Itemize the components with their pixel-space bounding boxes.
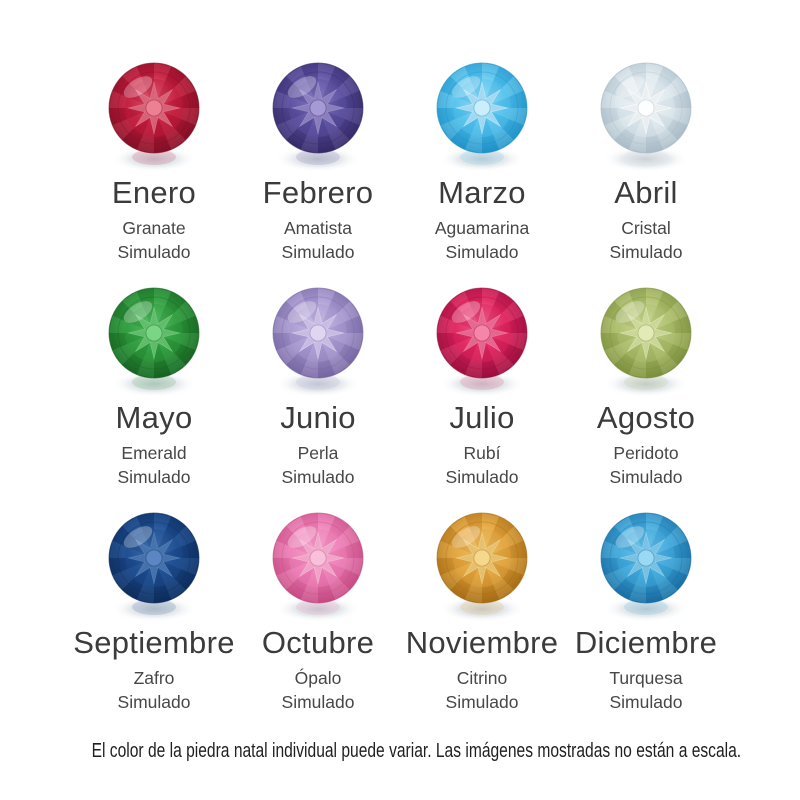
month-label: Agosto	[596, 400, 696, 435]
birthstone-cell-agosto	[564, 283, 728, 508]
disclaimer	[0, 740, 800, 763]
emerald-gem-image	[89, 283, 219, 401]
birthstone-caption	[112, 176, 196, 264]
stone-name: Perla	[297, 443, 339, 464]
peridot-gem-image	[581, 283, 711, 401]
sapphire-gem-image	[89, 508, 219, 626]
birthstone-cell-julio	[400, 283, 564, 508]
birthstone-cell-octubre	[236, 508, 400, 733]
birthstone-cell-noviembre	[400, 508, 564, 733]
birthstone-caption	[406, 626, 559, 714]
stone-qualifier: Simulado	[609, 241, 683, 262]
birthstone-caption	[435, 176, 529, 264]
stone-qualifier: Simulado	[281, 241, 355, 262]
birthstone-caption	[115, 401, 192, 489]
stone-name: Amatista	[283, 218, 353, 239]
birthstone-caption	[262, 626, 374, 714]
month-label: Febrero	[262, 175, 374, 210]
birthstone-cell-abril	[564, 58, 728, 283]
stone-name: Peridoto	[613, 443, 679, 464]
stone-qualifier: Simulado	[445, 691, 519, 712]
stone-name: Aguamarina	[434, 218, 530, 239]
birthstone-caption	[280, 401, 356, 489]
stone-qualifier: Simulado	[445, 466, 519, 487]
month-label: Octubre	[261, 625, 375, 660]
crystal-gem-image	[581, 58, 711, 176]
stone-name: Ópalo	[294, 668, 342, 689]
birthstone-caption	[73, 626, 235, 714]
stone-qualifier: Simulado	[281, 691, 355, 712]
birthstone-cell-diciembre	[564, 508, 728, 733]
ruby-gem-image	[417, 283, 547, 401]
birthstone-cell-febrero	[236, 58, 400, 283]
stone-name: Zafro	[133, 668, 175, 689]
stone-qualifier: Simulado	[117, 241, 191, 262]
birthstone-cell-mayo	[72, 283, 236, 508]
month-label: Marzo	[438, 175, 526, 210]
stone-qualifier: Simulado	[117, 691, 191, 712]
month-label: Julio	[449, 400, 515, 435]
month-label: Septiembre	[73, 625, 235, 660]
citrine-gem-image	[417, 508, 547, 626]
birthstone-caption	[597, 401, 695, 489]
turquoise-gem-image	[581, 508, 711, 626]
birthstone-caption	[446, 401, 519, 489]
stone-name: Emerald	[121, 443, 187, 464]
stone-name: Rubí	[463, 443, 501, 464]
stone-name: Turquesa	[609, 668, 683, 689]
birthstone-cell-marzo	[400, 58, 564, 283]
month-label: Mayo	[115, 400, 193, 435]
birthstone-caption	[575, 626, 717, 714]
month-label: Diciembre	[574, 625, 718, 660]
month-label: Noviembre	[405, 625, 559, 660]
birthstone-caption	[263, 176, 374, 264]
aquamarine-gem-image	[417, 58, 547, 176]
amethyst-gem-image	[253, 58, 383, 176]
garnet-gem-image	[89, 58, 219, 176]
stone-name: Cristal	[621, 218, 671, 239]
month-label: Junio	[280, 400, 356, 435]
birthstone-cell-junio	[236, 283, 400, 508]
stone-qualifier: Simulado	[609, 466, 683, 487]
birthstone-cell-septiembre	[72, 508, 236, 733]
pearl-gem-image	[253, 283, 383, 401]
birthstone-cell-enero	[72, 58, 236, 283]
stone-name: Citrino	[456, 668, 508, 689]
stone-qualifier: Simulado	[117, 466, 191, 487]
disclaimer-text: El color de la piedra natal individual puede variar. Las imágenes mostradas no están a escala.	[91, 740, 742, 762]
stone-qualifier: Simulado	[281, 466, 355, 487]
month-label: Abril	[614, 175, 678, 210]
stone-qualifier: Simulado	[445, 241, 519, 262]
birthstone-caption	[610, 176, 683, 264]
stone-qualifier: Simulado	[609, 691, 683, 712]
stone-name: Granate	[122, 218, 186, 239]
opal-gem-image	[253, 508, 383, 626]
month-label: Enero	[111, 175, 197, 210]
